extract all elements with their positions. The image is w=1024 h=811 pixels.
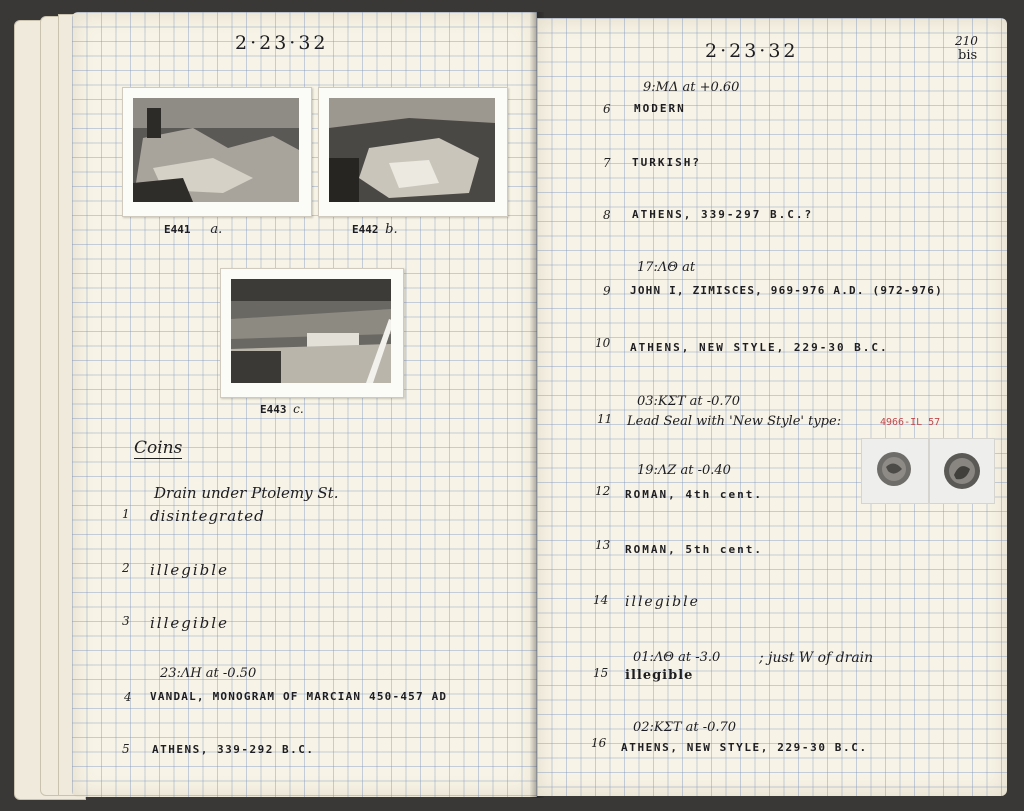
entry-text: illegible bbox=[150, 561, 229, 579]
lead-seal-photo-back bbox=[929, 438, 995, 504]
entry-text: ATHENS, NEW STYLE, 229-30 B.C. bbox=[630, 341, 889, 354]
entry-pre: 23:ΛH at -0.50 bbox=[160, 666, 257, 681]
page-number-suffix: bis bbox=[958, 48, 978, 63]
photo-e442-label: E442 b. bbox=[352, 222, 398, 237]
entry-number: 13 bbox=[595, 538, 611, 552]
entry-number: 14 bbox=[593, 593, 609, 607]
entry-number: 10 bbox=[595, 336, 611, 350]
entry-number: 4 bbox=[124, 690, 132, 704]
coins-subheading: Drain under Ptolemy St. bbox=[154, 484, 339, 502]
entry-number: 2 bbox=[122, 561, 130, 575]
entry-pre: 02:KΣT at -0.70 bbox=[633, 720, 737, 735]
photo-e442-image bbox=[329, 98, 495, 202]
photo-e443-image bbox=[231, 279, 391, 383]
entry-number: 12 bbox=[595, 484, 611, 498]
photo-e441-label: E441 a. bbox=[164, 222, 223, 237]
seal-reference: 4966-IL 57 bbox=[880, 417, 941, 428]
entry-text: VANDAL, MONOGRAM OF MARCIAN 450-457 AD bbox=[150, 690, 448, 703]
entry-pre: 03:KΣT at -0.70 bbox=[637, 394, 741, 409]
entry-number: 1 bbox=[122, 507, 130, 521]
photo-e442 bbox=[318, 87, 508, 217]
left-page bbox=[72, 12, 537, 797]
photo-e443 bbox=[220, 268, 404, 398]
entry-text: illegible bbox=[625, 668, 694, 683]
entry-text: TURKISH? bbox=[632, 156, 701, 169]
entry-text: ATHENS, 339-292 B.C. bbox=[152, 743, 315, 756]
entry-number: 5 bbox=[122, 742, 130, 756]
entry-text: MODERN bbox=[634, 102, 686, 115]
entry-number: 3 bbox=[122, 614, 130, 628]
coins-heading: Coins bbox=[134, 438, 183, 458]
entry-pre: 01:ΛΘ at -3.0 bbox=[633, 650, 721, 665]
entry-number: 16 bbox=[591, 736, 607, 750]
entry-text: ROMAN, 4th cent. bbox=[625, 488, 763, 501]
photo-e441 bbox=[122, 87, 312, 217]
entry-text: ATHENS, NEW STYLE, 229-30 B.C. bbox=[621, 741, 868, 754]
entry-text: ROMAN, 5th cent. bbox=[625, 543, 763, 556]
entry-pre: 17:ΛΘ at bbox=[637, 260, 696, 275]
entry-text: Lead Seal with 'New Style' type: bbox=[627, 414, 842, 429]
entry-text: ATHENS, 339-297 B.C.? bbox=[632, 208, 814, 221]
entry-note: ; just W of drain bbox=[759, 650, 874, 666]
entry-number: 7 bbox=[603, 156, 611, 170]
entry-number: 6 bbox=[603, 102, 611, 116]
right-date: 2·23·32 bbox=[705, 40, 799, 62]
entry-text: illegible bbox=[150, 614, 229, 632]
page-number: 210 bbox=[955, 34, 978, 48]
lead-seal-back-image bbox=[930, 439, 994, 503]
photo-e441-image bbox=[133, 98, 299, 202]
entry-text: JOHN I, ZIMISCES, 969-976 A.D. (972-976) bbox=[630, 284, 943, 297]
entry-text: illegible bbox=[625, 594, 700, 610]
lead-seal-front-image bbox=[862, 439, 928, 503]
entry-pre: 9:MΔ at +0.60 bbox=[643, 80, 740, 95]
entry-text: disintegrated bbox=[150, 507, 265, 525]
photo-e443-label: E443 c. bbox=[260, 402, 304, 416]
left-date: 2·23·32 bbox=[235, 32, 329, 54]
entry-number: 15 bbox=[593, 666, 609, 680]
entry-number: 8 bbox=[603, 208, 611, 222]
entry-number: 9 bbox=[603, 284, 611, 298]
right-page bbox=[537, 18, 1007, 796]
entry-pre: 19:ΛZ at -0.40 bbox=[637, 463, 731, 478]
lead-seal-photo-front bbox=[861, 438, 929, 504]
entry-number: 11 bbox=[597, 412, 613, 426]
